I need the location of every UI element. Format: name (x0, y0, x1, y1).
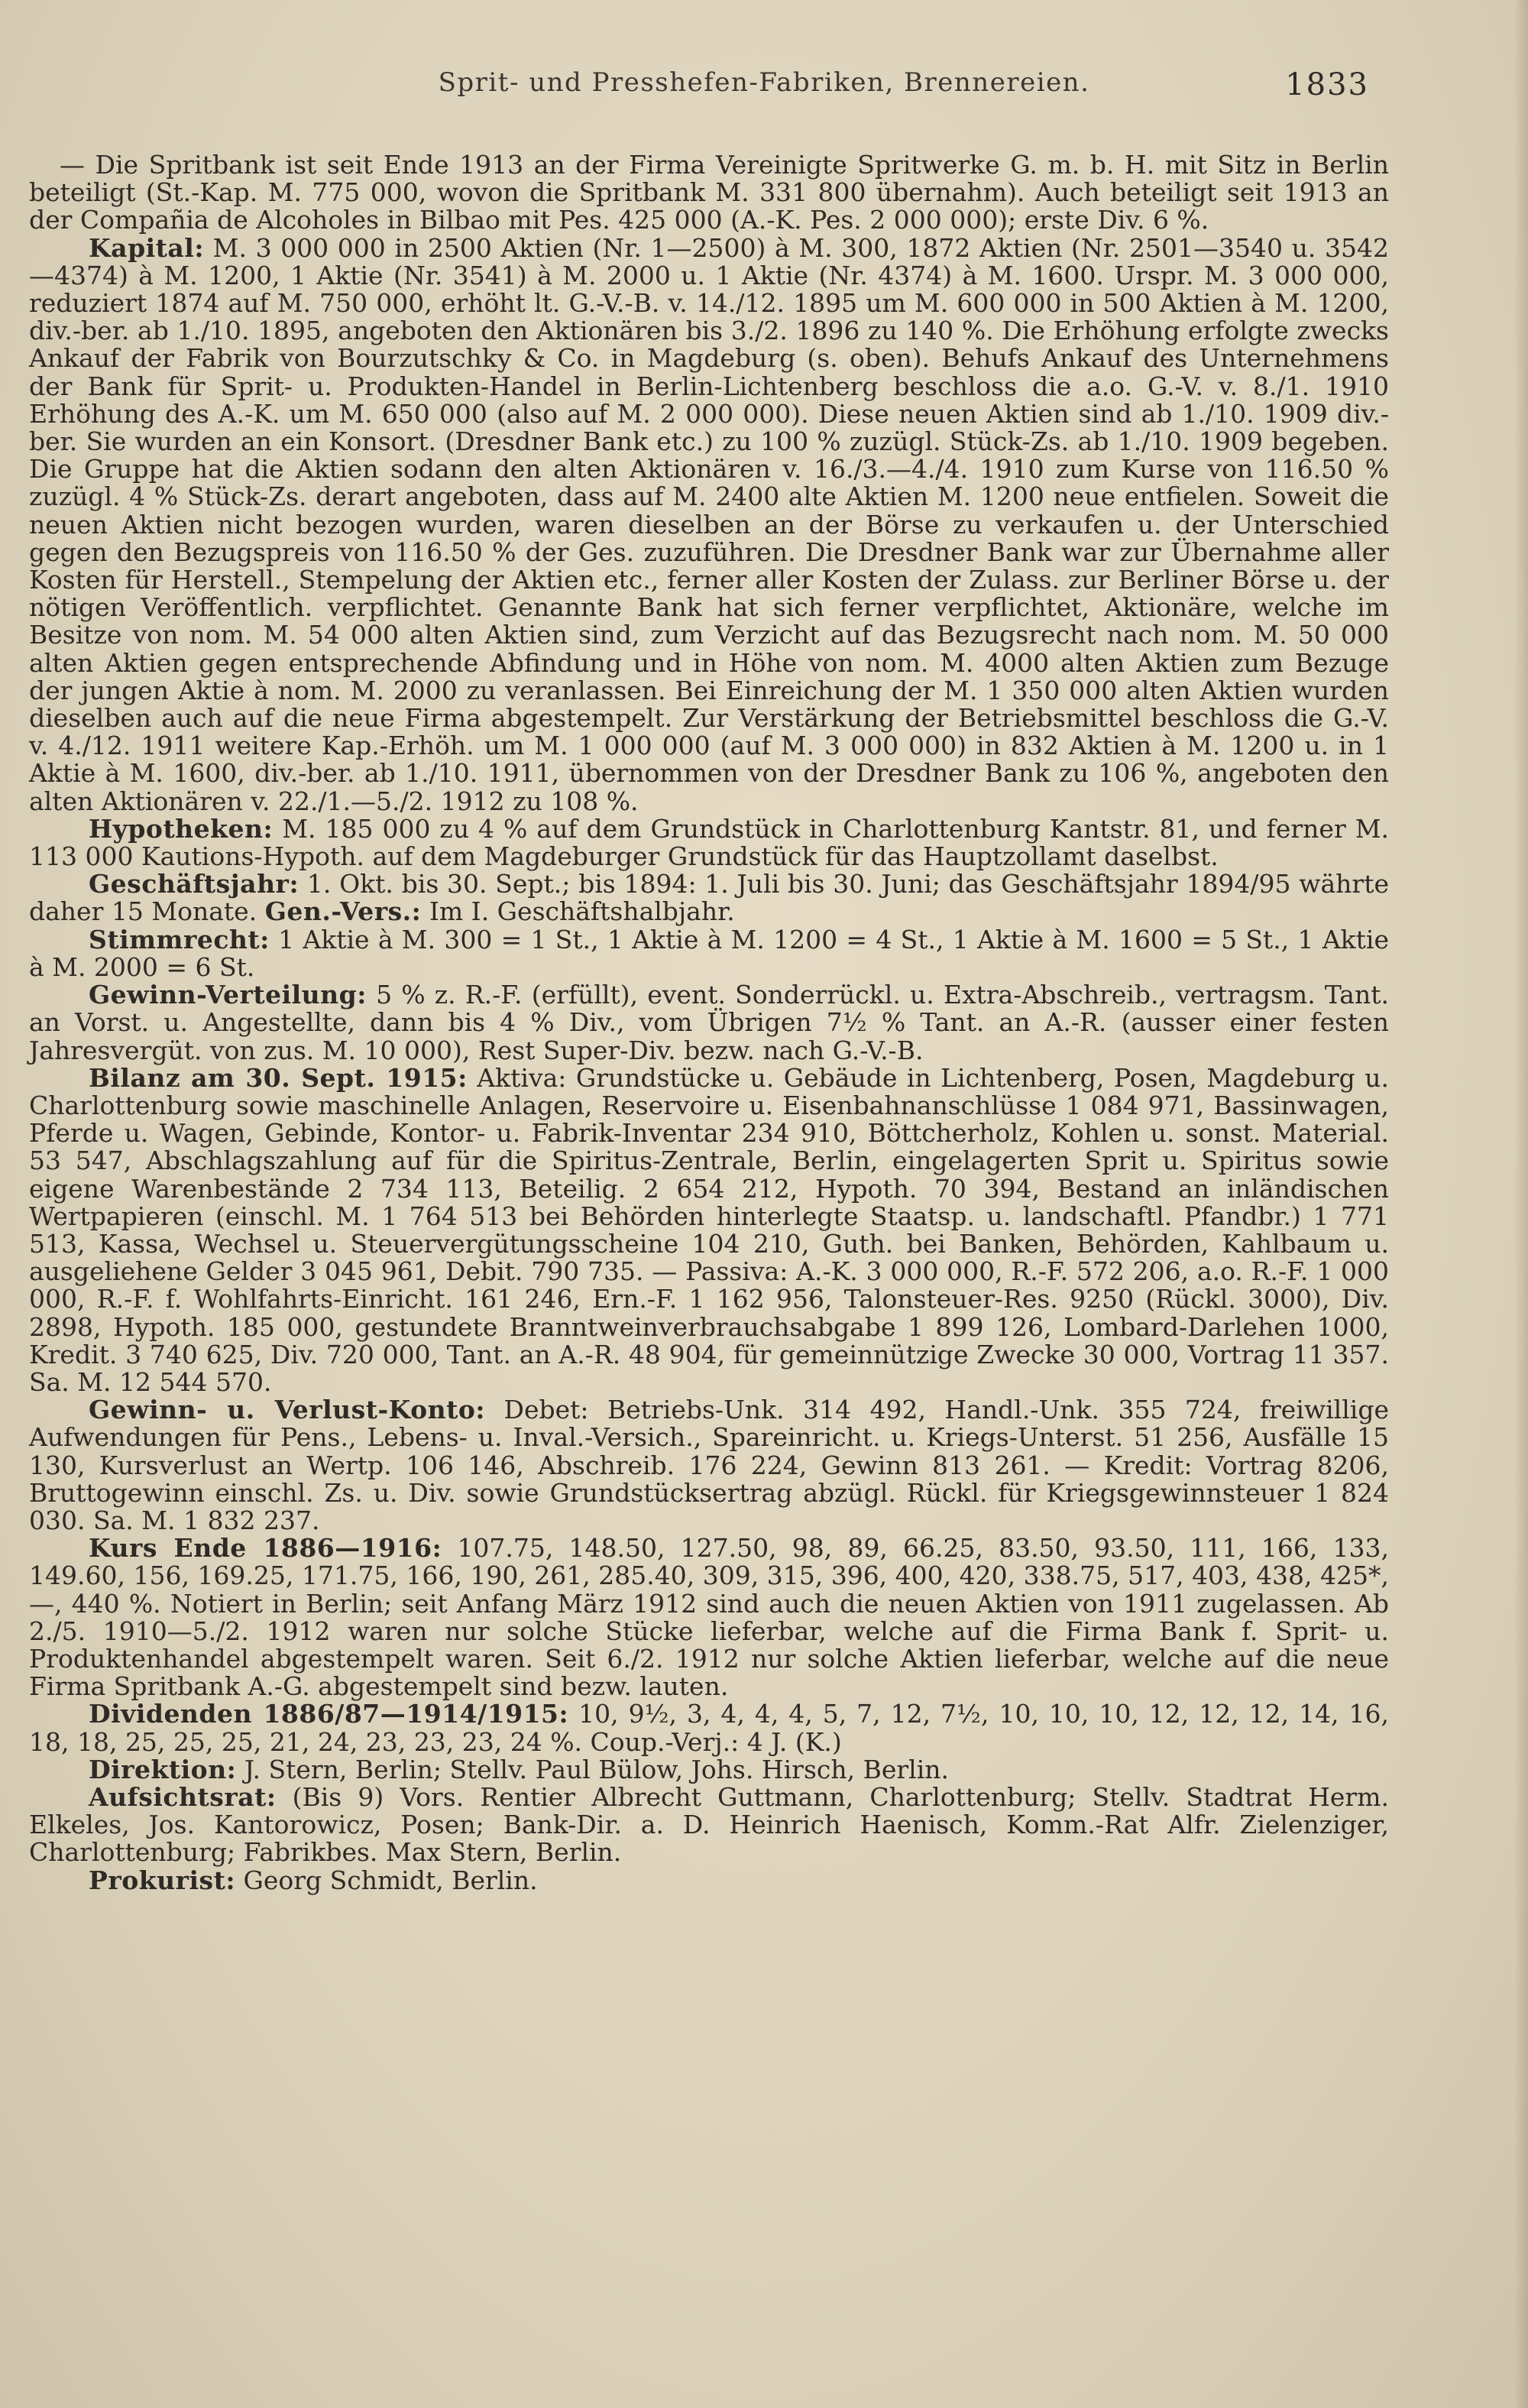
section-label-geschaeftsjahr: Geschäftsjahr: (89, 869, 299, 899)
section-label-kapital: Kapital: (89, 232, 205, 263)
gewinn-verteilung-paragraph (29, 981, 1389, 1065)
section-label-hypotheken: Hypotheken: (89, 813, 274, 844)
kurs-paragraph (29, 1535, 1389, 1700)
section-label-stimmrecht: Stimmrecht: (89, 924, 270, 954)
section-label-direktion: Direktion: (89, 1754, 237, 1784)
section-label-aufsichtsrat: Aufsichtsrat: (89, 1781, 277, 1812)
paragraph-text: 107.75, 148.50, 127.50, 98, 89, 66.25, 83.50, 93.50, 111, 166, 133, 149.60, 156, 169.25, 171.75, 166, 190, 261, 285.40, 309, 315, 396, 400, 420, 338.75, 517, 403, 438, 425*, —, 440 %. Notiert in Berlin; seit Anfang März 1912 sind auch die neuen Aktien von 1911 zugelassen. Ab 2./5. 1910—5./2. 1912 waren nur solche Stücke lieferbar, welche auf die Firma Bank f. Sprit- u. Produktenhandel abgestempelt waren. Seit 6./2. 1912 nur solche Aktien lieferbar, welche auf die neue Firma Spritbank A.-G. abgestempelt sind bezw. lauten. (29, 1533, 1389, 1702)
section-label-gewinn-verlust: Gewinn- u. Verlust-Konto: (89, 1395, 486, 1425)
paragraph-text: J. Stern, Berlin; Stellv. Paul Bülow, Johs. Hirsch, Berlin. (236, 1754, 950, 1784)
section-label-kurs: Kurs Ende 1886—1916: (89, 1533, 442, 1564)
intro-paragraph (29, 151, 1389, 235)
paragraph-text: Aktiva: Grundstücke u. Gebäude in Lichtenberg, Posen, Magdeburg u. Charlottenburg sowie maschinelle Anlagen, Reservoire u. Eisenbahnanschlüsse 1 084 971, Bassinwagen, Pferde u. Wagen, Gebinde, Kontor- u. Fabrik-Inventar 234 910, Böttcherholz, Kohlen u. sonst. Material. 53 547, Abschlagszahlung auf für die Spiritus-Zentrale, Berlin, eingelagerten Sprit u. Spiritus sowie eigene Warenbestände 2 734 113, Beteilig. 2 654 212, Hypoth. 70 394, Bestand an inländischen Wertpapieren (einschl. M. 1 764 513 bei Behörden hinterlegte Staatsp. u. landschaftl. Pfandbr.) 1 771 513, Kassa, Wechsel u. Steuervergütungsscheine 104 210, Guth. bei Banken, Behörden, Kahlbaum u. ausgeliehene Gelder 3 045 961, Debit. 790 735. — Passiva: A.-K. 3 000 000, R.-F. 572 206, a.o. R.-F. 1 000 000, R.-F. f. Wohlfahrts-Einricht. 161 246, Ern.-F. 1 162 956, Talonsteuer-Res. 9250 (Rückl. 3000), Div. 2898, Hypoth. 185 000, gestundete Branntweinverbrauchsabgabe 1 899 126, Lombard-Darlehen 1000, Kredit. 3 740 625, Div. 720 000, Tant. an A.-R. 48 904, für gemeinnützige Zwecke 30 000, Vortrag 11 357. Sa. M. 12 544 570. (29, 1062, 1389, 1397)
section-label-bilanz: Bilanz am 30. Sept. 1915: (89, 1062, 468, 1093)
geschaeftsjahr-paragraph (29, 870, 1389, 925)
paragraph-text: Im I. Geschäftshalbjahr. (421, 896, 735, 927)
paragraph-text: Georg Schmidt, Berlin. (235, 1865, 538, 1895)
paragraph-text: 10, 9½, 3, 4, 4, 4, 5, 7, 12, 7½, 10, 10, 10, 12, 12, 12, 14, 16, 18, 18, 25, 25, 25, 21, 24, 23, 23, 23, 24 %. Coup.-Verj.: 4 J. (K.) (29, 1699, 1389, 1757)
paragraph-text: 1 Aktie à M. 300 = 1 St., 1 Aktie à M. 1200 = 4 St., 1 Aktie à M. 1600 = 5 St., 1 Aktie à M. 2000 = 6 St. (29, 924, 1389, 982)
section-label-dividenden: Dividenden 1886/87—1914/1915: (89, 1699, 569, 1729)
section-label-gen-vers: Gen.-Vers.: (264, 896, 422, 927)
document-body (29, 151, 1389, 1894)
dividenden-paragraph (29, 1700, 1389, 1755)
prokurist-paragraph (29, 1867, 1389, 1894)
hypotheken-paragraph (29, 815, 1389, 870)
paragraph-text: 1. Okt. bis 30. Sept.; bis 1894: 1. Juli bis 30. Juni; das Geschäftsjahr 1894/95 währte daher 15 Monate. (29, 869, 1389, 927)
paragraph-text: 5 % z. R.-F. (erfüllt), event. Sonderrückl. u. Extra-Abschreib., vertragsm. Tant. an Vorst. u. Angestellte, dann bis 4 % Div., vom Übrigen 7½ % Tant. an A.-R. (ausser einer festen Jahresvergüt. von zus. M. 10 000), Rest Super-Div. bezw. nach G.-V.-B. (29, 980, 1389, 1065)
page-edge-shadow (1514, 0, 1528, 2408)
paragraph-text: — Die Spritbank ist seit Ende 1913 an der Firma Vereinigte Spritwerke G. m. b. H. mit Sitz in Berlin beteiligt (St.-Kap. M. 775 000, wovon die Spritbank M. 331 800 übernahm). Auch beteiligt seit 1913 an der Compañia de Alcoholes in Bilbao mit Pes. 425 000 (A.-K. Pes. 2 000 000); erste Div. 6 %. (29, 150, 1389, 235)
stimmrecht-paragraph (29, 926, 1389, 981)
running-title: Sprit- und Presshefen-Fabriken, Brennereien. (438, 67, 1090, 98)
kapital-paragraph (29, 232, 1389, 816)
paragraph-text: Debet: Betriebs-Unk. 314 492, Handl.-Unk. 355 724, freiwillige Aufwendungen für Pens., Lebens- u. Inval.-Versich., Spareinricht. u. Kriegs-Unterst. 51 256, Ausfälle 15 130, Kursverlust an Wertp. 106 146, Abschreib. 176 224, Gewinn 813 261. — Kredit: Vortrag 8206, Bruttogewinn einschl. Zs. u. Div. sowie Grundstücksertrag abzügl. Rückl. für Kriegsgewinnsteuer 1 824 030. Sa. M. 1 832 237. (29, 1395, 1389, 1535)
paragraph-text: (Bis 9) Vors. Rentier Albrecht Guttmann, Charlottenburg; Stellv. Stadtrat Herm. Elkeles, Jos. Kantorowicz, Posen; Bank-Dir. a. D. Heinrich Haenisch, Komm.-Rat Alfr. Zielenziger, Charlottenburg; Fabrikbes. Max Stern, Berlin. (29, 1781, 1389, 1868)
paragraph-text: M. 3 000 000 in 2500 Aktien (Nr. 1—2500) à M. 300, 1872 Aktien (Nr. 2501—3540 u. 3542—4374) à M. 1200, 1 Aktie (Nr. 3541) à M. 2000 u. 1 Aktie (Nr. 4374) à M. 1600. Urspr. M. 3 000 000, reduziert 1874 auf M. 750 000, erhöht lt. G.-V.-B. v. 14./12. 1895 um M. 600 000 in 500 Aktien à M. 1200, div.-ber. ab 1./10. 1895, angeboten den Aktionären bis 3./2. 1896 zu 140 %. Die Erhöhung erfolgte zwecks Ankauf der Fabrik von Bourzutschky & Co. in Magdeburg (s. oben). Behufs Ankauf des Unternehmens der Bank für Sprit- u. Produkten-Handel in Berlin-Lichtenberg beschloss die a.o. G.-V. v. 8./1. 1910 Erhöhung des A.-K. um M. 650 000 (also auf M. 2 000 000). Diese neuen Aktien sind ab 1./10. 1909 div.-ber. Sie wurden an ein Konsort. (Dresdner Bank etc.) zu 100 % zuzügl. Stück-Zs. ab 1./10. 1909 begeben. Die Gruppe hat die Aktien sodann den alten Aktionären v. 16./3.—4./4. 1910 zum Kurse von 116.50 % zuzügl. 4 % Stück-Zs. derart angeboten, dass auf M. 2400 alte Aktien M. 1200 neue entfielen. Soweit die neuen Aktien nicht bezogen wurden, waren dieselben an der Börse zu verkaufen u. der Unterschied gegen den Bezugspreis von 116.50 % der Ges. zuzuführen. Die Dresdner Bank war zur Übernahme aller Kosten für Herstell., Stempelung der Aktien etc., ferner aller Kosten der Zulass. zur Berliner Börse u. der nötigen Veröffentlich. verpflichtet. Genannte Bank hat sich ferner verpflichtet, Aktionäre, welche im Besitze von nom. M. 54 000 alten Aktien sind, zum Verzicht auf das Bezugsrecht nach nom. M. 50 000 alten Aktien gegen entsprechende Abfindung und in Höhe von nom. M. 4000 alten Aktien zum Bezuge der jungen Aktie à nom. M. 2000 zu veranlassen. Bei Einreichung der M. 1 350 000 alten Aktien wurden dieselben auch auf die neue Firma abgestempelt. Zur Verstärkung der Betriebsmittel beschloss die G.-V. v. 4./12. 1911 weitere Kap.-Erhöh. um M. 1 000 000 (auf M. 3 000 000) in 832 Aktien à M. 1200 u. in 1 Aktie à M. 1600, div.-ber. ab 1./10. 1911, übernommen von der Dresdner Bank zu 106 %, angeboten den alten Aktionären v. 22./1.—5./2. 1912 zu 108 %. (29, 232, 1389, 816)
direktion-paragraph (29, 1756, 1389, 1784)
aufsichtsrat-paragraph (29, 1781, 1389, 1868)
page-header (31, 67, 1497, 113)
bilanz-paragraph (29, 1062, 1389, 1397)
section-label-prokurist: Prokurist: (89, 1865, 235, 1895)
section-label-gewinn-verteilung: Gewinn-Verteilung: (89, 980, 367, 1010)
gewinn-verlust-paragraph (29, 1396, 1389, 1535)
page-number: 1833 (1285, 67, 1369, 102)
paragraph-text: M. 185 000 zu 4 % auf dem Grundstück in Charlottenburg Kantstr. 81, und ferner M. 113 000 Kautions-Hypoth. auf dem Magdeburger Grundstück für das Hauptzollamt daselbst. (29, 813, 1389, 872)
